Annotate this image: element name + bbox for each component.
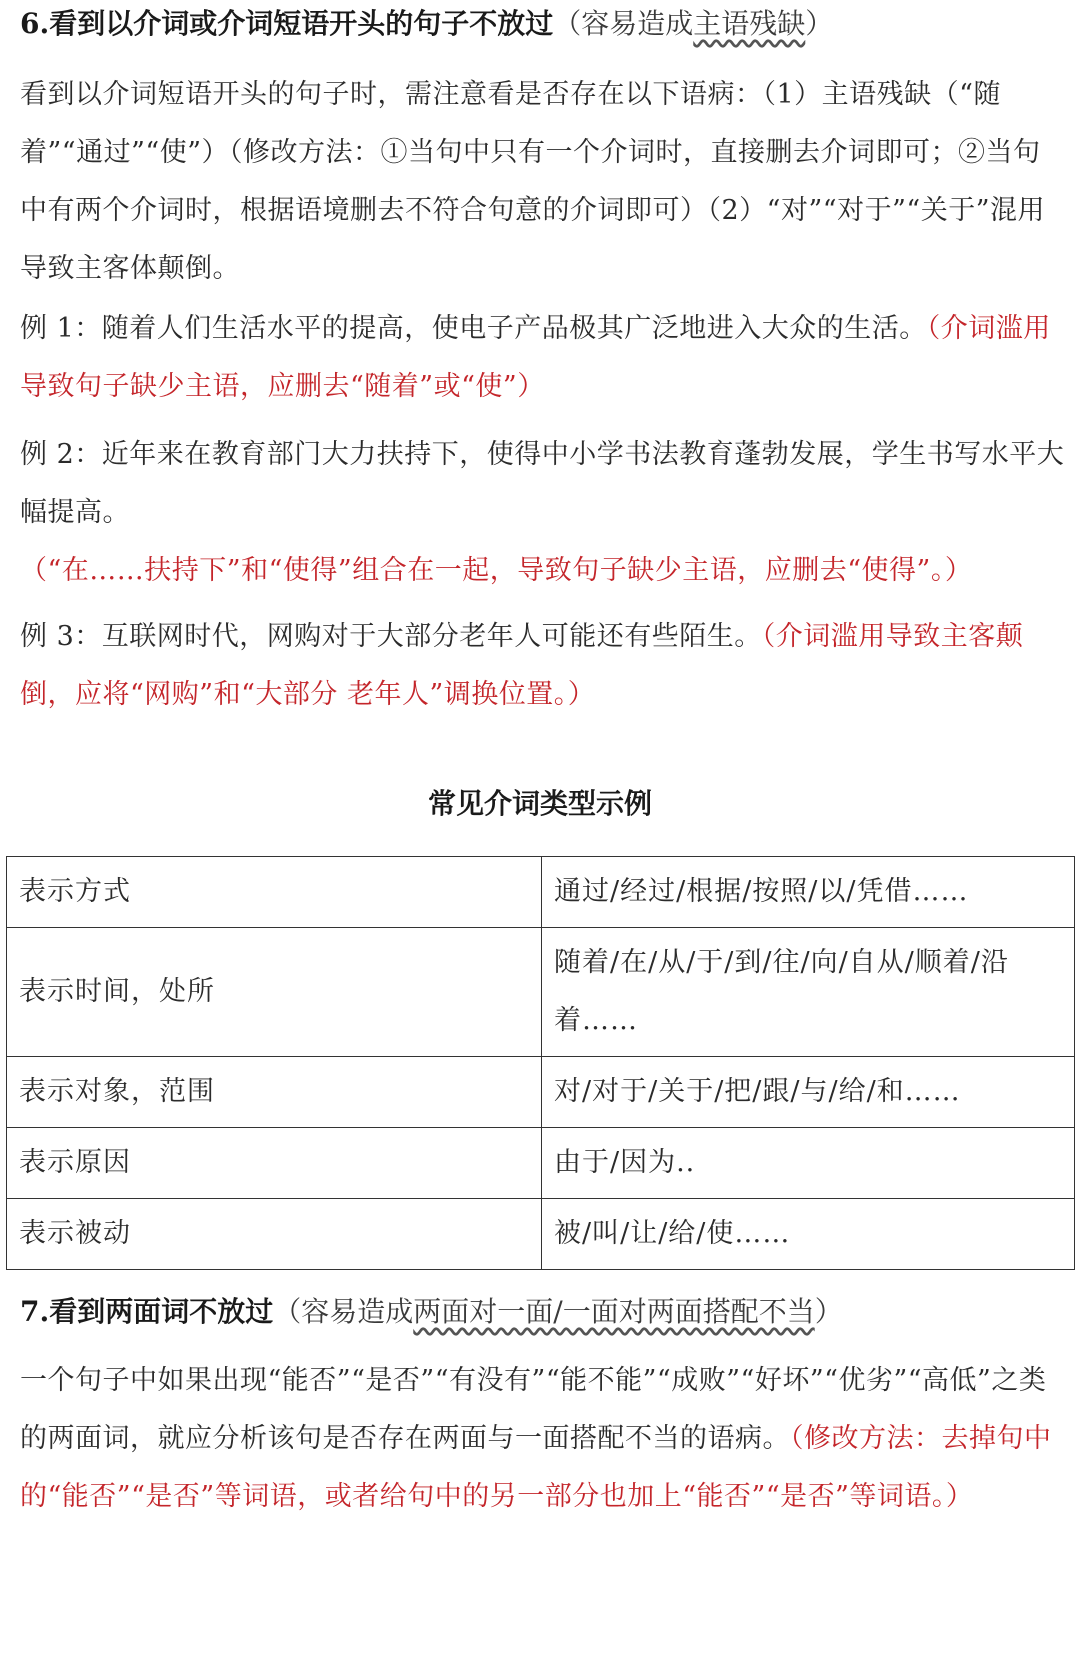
section-7-paren-underlined: 两面对一面/一面对两面搭配不当 [413,1295,815,1328]
example-2 [20,426,1065,600]
preposition-table [6,856,1075,1270]
table-row [7,1128,1075,1199]
section-6-intro: 看到以介词短语开头的句子时，需注意看是否存在以下语病：（1）主语残缺（“随着”“通过”“使”）（修改方法：①当句中只有一个介词时，直接删去介词即可；②当句中有两个介词时，根据语境删去不符合句意的介词即可）（2）“对”“对于”“关于”混用导致主客体颠倒。 [20,79,1045,284]
example-3 [20,608,1065,724]
table-row [7,1199,1075,1270]
example-2-note: （“在……扶持下”和“使得”组合在一起，导致句子缺少主语，应删去“使得”。） [20,555,973,586]
section-7-paren-open: （容易造成 [273,1295,414,1328]
table-cell-type: 表示原因 [7,1128,542,1199]
section-7-body [20,1352,1065,1526]
section-7-text: 一个句子中如果出现“能否”“是否”“有没有”“能不能”“成败”“好坏”“优劣”“高低”之类的两面词，就应分析该句是否存在两面与一面搭配不当的语病。 [20,1365,1047,1454]
example-3-text: 例 3：互联网时代，网购对于大部分老年人可能还有些陌生。 [20,621,762,652]
section-6-heading [20,2,833,46]
example-1-text: 例 1：随着人们生活水平的提高，使电子产品极其广泛地进入大众的生活。 [20,313,927,344]
example-3-note: （介词滥用导致主客颠倒，应将“网购”和“大部分 老年人”调换位置。） [20,621,1024,710]
table-cell-type: 表示被动 [7,1199,542,1270]
section-7-note: （修改方法：去掉句中的“能否”“是否”等词语，或者给句中的另一部分也加上“能否”“是否”等词语。） [20,1423,1052,1512]
section-6-title: 看到以介词或介词短语开头的句子不放过 [49,7,554,40]
table-cell-type: 表示对象，范围 [7,1057,542,1128]
section-6-paren-close: ） [805,7,834,40]
section-6-paren-open: （容易造成 [553,7,694,40]
table-title: 常见介词类型示例 [427,787,652,820]
table-cell-examples: 对/对于/关于/把/跟/与/给/和…… [542,1057,1075,1128]
example-1 [20,300,1065,416]
table-row [7,1057,1075,1128]
table-row [7,857,1075,928]
table-row [7,928,1075,1057]
table-cell-examples: 被/叫/让/给/使…… [542,1199,1075,1270]
example-1-note: （介词滥用导致句子缺少主语，应删去“随着”或“使”） [20,313,1051,402]
section-6-paren-underlined: 主语残缺 [693,7,806,40]
table-cell-type: 表示时间，处所 [7,928,542,1057]
table-cell-examples: 通过/经过/根据/按照/以/凭借…… [542,857,1075,928]
section-6-number: 6. [20,7,50,40]
section-7-number: 7. [20,1295,50,1328]
table-cell-examples: 由于/因为.. [542,1128,1075,1199]
section-7-title: 看到两面词不放过 [49,1295,274,1328]
section-7-paren-close: ） [814,1295,843,1328]
table-cell-examples: 随着/在/从/于/到/往/向/自从/顺着/沿着…… [542,928,1075,1057]
section-7-heading [20,1290,843,1334]
example-2-text: 例 2：近年来在教育部门大力扶持下，使得中小学书法教育蓬勃发展，学生书写水平大幅提高。 [20,439,1065,528]
table-cell-type: 表示方式 [7,857,542,928]
